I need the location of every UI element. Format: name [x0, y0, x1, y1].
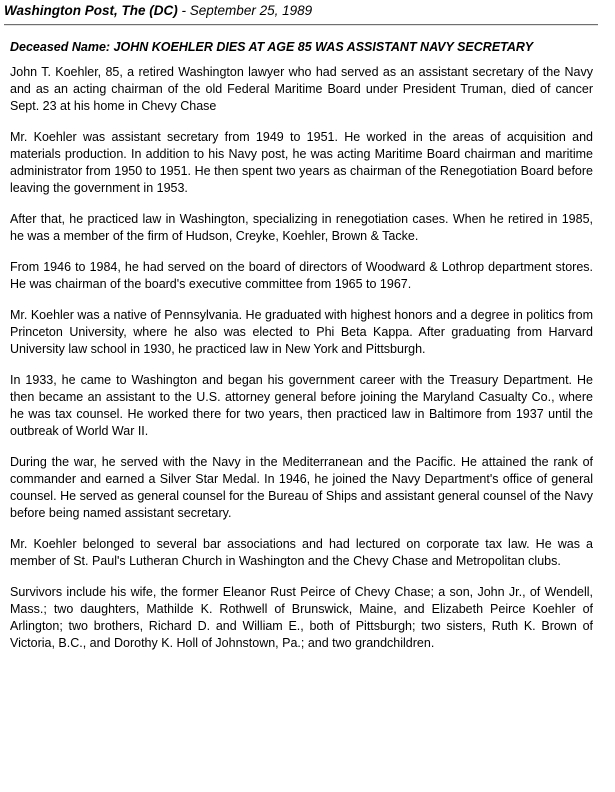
- article-paragraph: During the war, he served with the Navy in the Mediterranean and the Pacific. He attained the rank of commander and earned a Silver Star Medal. In 1946, he joined the Navy Department's office of general counsel. He served as general counsel for the Bureau of Ships and assistant general counsel of the Navy before being named assistant secretary.: [10, 454, 593, 520]
- article-paragraph: In 1933, he came to Washington and began his government career with the Treasury Department. He then became an assistant to the U.S. attorney general before joining the Maryland Casualty Co., where he was tax counsel. He worked there for two years, then practiced law in Baltimore from 1937 until the outbreak of World War II.: [10, 372, 593, 438]
- article-body: [10, 39, 593, 666]
- article-paragraph: Mr. Koehler was assistant secretary from 1949 to 1951. He worked in the areas of acquisition and materials production. In addition to his Navy post, he was acting Maritime Board chairman and maritime administrator from 1950 to 1951. He then spent two years as chairman of the Renegotiation Board before leaving the government in 1953.: [10, 129, 593, 195]
- article-paragraph: After that, he practiced law in Washington, specializing in renegotiation cases. When he retired in 1985, he was a member of the firm of Hudson, Creyke, Koehler, Brown & Tacke.: [10, 211, 593, 243]
- article-paragraph: Mr. Koehler belonged to several bar associations and had lectured on corporate tax law. He was a member of St. Paul's Lutheran Church in Washington and the Chevy Chase and Metropolitan clubs.: [10, 536, 593, 568]
- header-divider: [4, 24, 598, 26]
- publication-name: Washington Post, The (DC): [4, 3, 178, 18]
- article-paragraph: Survivors include his wife, the former Eleanor Rust Peirce of Chevy Chase; a son, John Jr., of Wendell, Mass.; two daughters, Mathilde K. Rothwell of Brunswick, Maine, and Elizabeth Peirce Koehler of Arlington; two brothers, Richard D. and William E., both of Pittsburgh; two sisters, Ruth K. Brown of Victoria, B.C., and Dorothy K. Holl of Johnstown, Pa.; and two grandchildren.: [10, 584, 593, 650]
- masthead-separator: -: [181, 3, 187, 18]
- article-headline: Deceased Name: JOHN KOEHLER DIES AT AGE 85 WAS ASSISTANT NAVY SECRETARY: [10, 40, 534, 54]
- article-paragraph: John T. Koehler, 85, a retired Washington lawyer who had served as an assistant secretary of the Navy and as an acting chairman of the old Federal Maritime Board under President Truman, died of cancer Sept. 23 at his home in Chevy Chase: [10, 64, 593, 113]
- publication-date: September 25, 1989: [189, 3, 313, 18]
- article-paragraph: From 1946 to 1984, he had served on the board of directors of Woodward & Lothrop department stores. He was chairman of the board's executive committee from 1965 to 1967.: [10, 259, 593, 291]
- article-paragraph: Mr. Koehler was a native of Pennsylvania. He graduated with highest honors and a degree in politics from Princeton University, where he also was elected to Phi Beta Kappa. After graduating from Harvard University law school in 1930, he practiced law in New York and Pittsburgh.: [10, 307, 593, 356]
- document-masthead: [4, 3, 608, 19]
